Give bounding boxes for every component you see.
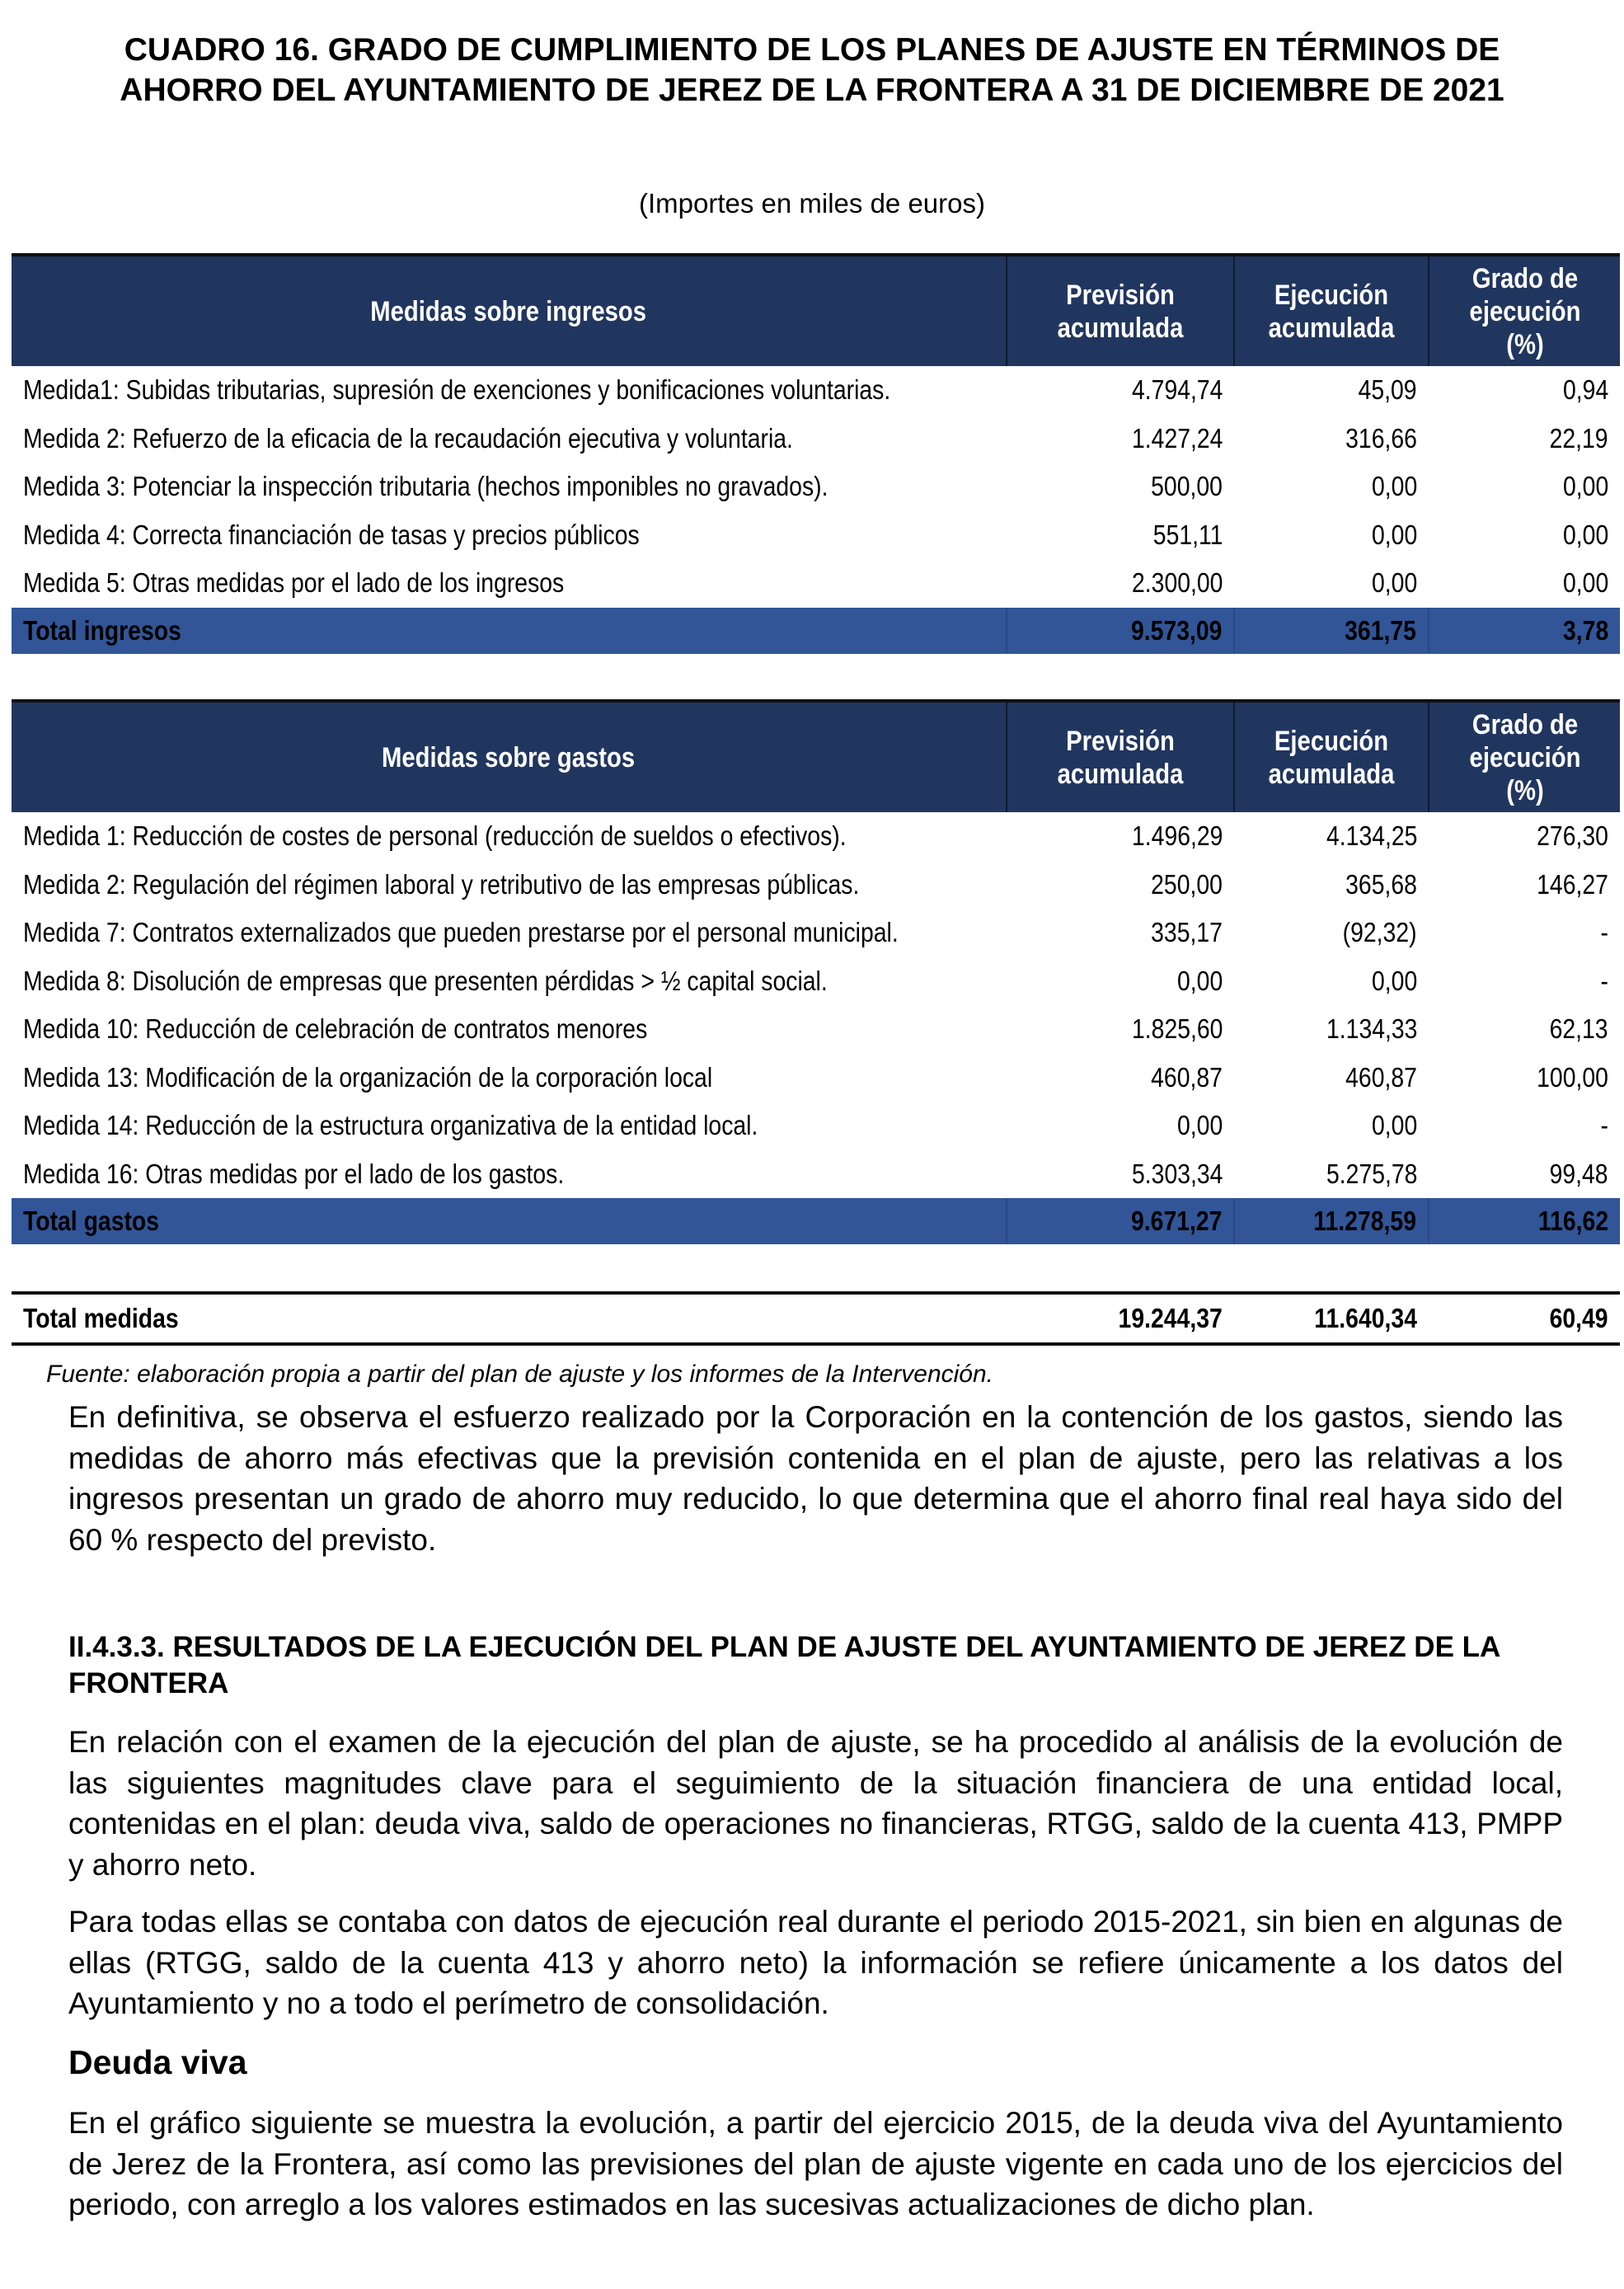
cell-label: Medida 5: Otras medidas por el lado de los ingresos xyxy=(23,567,565,599)
cell-label: Medida 2: Regulación del régimen laboral y retributivo de las empresas públicas. xyxy=(23,868,860,900)
cell-label: Medida 1: Reducción de costes de personal (reducción de sueldos o efectivos). xyxy=(23,820,847,852)
table-row xyxy=(12,1102,1620,1150)
total-medidas-row xyxy=(12,1293,1620,1344)
cell-label: Total ingresos xyxy=(12,608,1007,654)
cell-ejecucion: 316,66 xyxy=(1345,422,1417,454)
cell-ejecucion: 0,00 xyxy=(1371,1110,1417,1141)
total-row xyxy=(12,1198,1620,1244)
cell-prevision: 1.825,60 xyxy=(1131,1013,1223,1045)
header-medidas: Medidas sobre ingresos xyxy=(12,255,1007,366)
cell-prevision: 0,00 xyxy=(1176,965,1223,996)
table-row xyxy=(12,1150,1620,1199)
header-grado: Grado de ejecución (%) xyxy=(1429,255,1620,366)
cell-grado: 116,62 xyxy=(1429,1198,1620,1244)
cell-ejecucion: 0,00 xyxy=(1371,519,1417,550)
section-heading: II.4.3.3. RESULTADOS DE LA EJECUCIÓN DEL PLAN DE AJUSTE DEL AYUNTAMIENTO DE JEREZ DE LA FRONTERA xyxy=(68,1631,1500,1699)
table-row xyxy=(12,812,1620,861)
cell-label: Medida 7: Contratos externalizados que pueden prestarse por el personal municipal. xyxy=(23,917,899,948)
table-row xyxy=(12,861,1620,909)
cell-ejecucion: 45,09 xyxy=(1358,374,1417,406)
cell-label: Medida 16: Otras medidas por el lado de los gastos. xyxy=(23,1158,565,1189)
cell-ejecucion: 5.275,78 xyxy=(1326,1158,1417,1189)
cell-prevision: 19.244,37 xyxy=(1007,1293,1234,1344)
cell-ejecucion: 0,00 xyxy=(1371,567,1417,599)
cell-grado: 3,78 xyxy=(1429,608,1620,654)
cell-grado: 99,48 xyxy=(1549,1158,1608,1189)
table-title: CUADRO 16. GRADO DE CUMPLIMIENTO DE LOS PLANES DE AJUSTE EN TÉRMINOS DE AHORRO DEL AYUNTAMIENTO DE JEREZ DE LA FRONTERA A 31 DE DICIEMBRE DE 2021 xyxy=(120,32,1504,108)
cell-prevision: 9.573,09 xyxy=(1007,608,1234,654)
ingresos-table xyxy=(12,253,1620,654)
cell-grado: 276,30 xyxy=(1537,820,1608,852)
cell-prevision: 500,00 xyxy=(1151,471,1223,502)
cell-prevision: 5.303,34 xyxy=(1131,1158,1223,1189)
cell-label: Medida 3: Potenciar la inspección tributaria (hechos imponibles no gravados). xyxy=(23,471,828,502)
cell-prevision: 9.671,27 xyxy=(1007,1198,1234,1244)
cell-ejecucion: 0,00 xyxy=(1371,471,1417,502)
cell-label: Total medidas xyxy=(12,1293,1007,1344)
header-grado: Grado de ejecución (%) xyxy=(1429,701,1620,812)
subheading-deuda-viva: Deuda viva xyxy=(68,2043,247,2081)
table-row xyxy=(12,1005,1620,1054)
cell-prevision: 335,17 xyxy=(1151,917,1223,948)
paragraph-datos: Para todas ellas se contaba con datos de ejecución real durante el periodo 2015-2021, sin bien en algunas de ellas (RTGG, saldo de la cuenta 413 y ahorro neto) la información se refiere únicamente a los datos del Ayuntamiento y no a todo el perímetro de consolidación. xyxy=(68,1905,1563,2020)
cell-ejecucion: 361,75 xyxy=(1234,608,1429,654)
cell-label: Medida 2: Refuerzo de la eficacia de la recaudación ejecutiva y voluntaria. xyxy=(23,422,793,454)
table-row xyxy=(12,957,1620,1006)
cell-label: Medida 13: Modificación de la organización de la corporación local xyxy=(23,1061,713,1093)
cell-label: Medida1: Subidas tributarias, supresión de exenciones y bonificaciones voluntarias. xyxy=(23,374,891,406)
cell-label: Medida 14: Reducción de la estructura organizativa de la entidad local. xyxy=(23,1110,758,1141)
cell-prevision: 460,87 xyxy=(1151,1061,1223,1093)
cell-label: Total gastos xyxy=(12,1198,1007,1244)
header-ejecucion: Ejecución acumulada xyxy=(1234,701,1429,812)
gastos-table xyxy=(12,699,1620,1244)
cell-ejecucion: 0,00 xyxy=(1371,965,1417,996)
cell-ejecucion: 460,87 xyxy=(1345,1061,1417,1093)
cell-grado: 62,13 xyxy=(1549,1013,1608,1045)
paragraph-conclusion: En definitiva, se observa el esfuerzo realizado por la Corporación en la contención de los gastos, siendo las medidas de ahorro más efectivas que la previsión contenida en el plan de ajuste, pero las relativas a los ingresos presentan un grado de ahorro muy reducido, lo que determina que el ahorro final real haya sido del 60 % respecto del previsto. xyxy=(68,1400,1563,1557)
cell-grado: 0,00 xyxy=(1562,567,1608,599)
cell-grado: - xyxy=(1600,965,1608,996)
cell-prevision: 250,00 xyxy=(1151,868,1223,900)
cell-ejecucion: (92,32) xyxy=(1343,917,1417,948)
cell-prevision: 1.496,29 xyxy=(1131,820,1223,852)
cell-prevision: 0,00 xyxy=(1176,1110,1223,1141)
cell-grado: 22,19 xyxy=(1549,422,1608,454)
table-row xyxy=(12,366,1620,415)
cell-prevision: 1.427,24 xyxy=(1131,422,1223,454)
ingresos-header-row xyxy=(12,255,1620,366)
cell-grado: - xyxy=(1600,917,1608,948)
total-row xyxy=(12,608,1620,654)
cell-ejecucion: 11.640,34 xyxy=(1234,1293,1429,1344)
cell-prevision: 4.794,74 xyxy=(1131,374,1223,406)
cell-grado: 0,00 xyxy=(1562,471,1608,502)
table-subtitle: (Importes en miles de euros) xyxy=(639,188,985,219)
cell-label: Medida 4: Correcta financiación de tasas y precios públicos xyxy=(23,519,640,550)
table-row xyxy=(12,1054,1620,1102)
cell-label: Medida 10: Reducción de celebración de contratos menores xyxy=(23,1013,648,1045)
total-medidas-table xyxy=(12,1291,1620,1346)
cell-grado: - xyxy=(1600,1110,1608,1141)
cell-grado: 146,27 xyxy=(1537,868,1608,900)
cell-label: Medida 8: Disolución de empresas que presenten pérdidas > ½ capital social. xyxy=(23,965,828,996)
gastos-header-row xyxy=(12,701,1620,812)
source-note: Fuente: elaboración propia a partir del plan de ajuste y los informes de la Intervención. xyxy=(46,1361,994,1388)
paragraph-grafico: En el gráfico siguiente se muestra la evolución, a partir del ejercicio 2015, de la deuda viva del Ayuntamiento de Jerez de la Frontera, así como las previsiones del plan de ajuste vigente en cada uno de los ejercicios del periodo, con arreglo a los valores estimados en las sucesivas actualizaciones de dicho plan. xyxy=(68,2106,1563,2221)
paragraph-magnitudes: En relación con el examen de la ejecución del plan de ajuste, se ha procedido al análisis de la evolución de las siguientes magnitudes clave para el seguimiento de la situación financiera de una entidad local, contenidas en el plan: deuda viva, saldo de operaciones no financieras, RTGG, saldo de la cuenta 413, PMPP y ahorro neto. xyxy=(68,1725,1563,1882)
cell-ejecucion: 1.134,33 xyxy=(1326,1013,1417,1045)
table-row xyxy=(12,559,1620,608)
header-ejecucion: Ejecución acumulada xyxy=(1234,255,1429,366)
cell-ejecucion: 11.278,59 xyxy=(1234,1198,1429,1244)
table-row xyxy=(12,415,1620,463)
cell-grado: 100,00 xyxy=(1537,1061,1608,1093)
cell-prevision: 2.300,00 xyxy=(1131,567,1223,599)
table-row xyxy=(12,909,1620,957)
header-prevision: Previsión acumulada xyxy=(1007,255,1234,366)
header-medidas: Medidas sobre gastos xyxy=(12,701,1007,812)
cell-ejecucion: 4.134,25 xyxy=(1326,820,1417,852)
cell-grado: 0,94 xyxy=(1562,374,1608,406)
table-row xyxy=(12,463,1620,511)
header-prevision: Previsión acumulada xyxy=(1007,701,1234,812)
cell-prevision: 551,11 xyxy=(1152,519,1223,550)
cell-ejecucion: 365,68 xyxy=(1345,868,1417,900)
table-row xyxy=(12,511,1620,560)
cell-grado: 60,49 xyxy=(1429,1293,1620,1344)
cell-grado: 0,00 xyxy=(1562,519,1608,550)
